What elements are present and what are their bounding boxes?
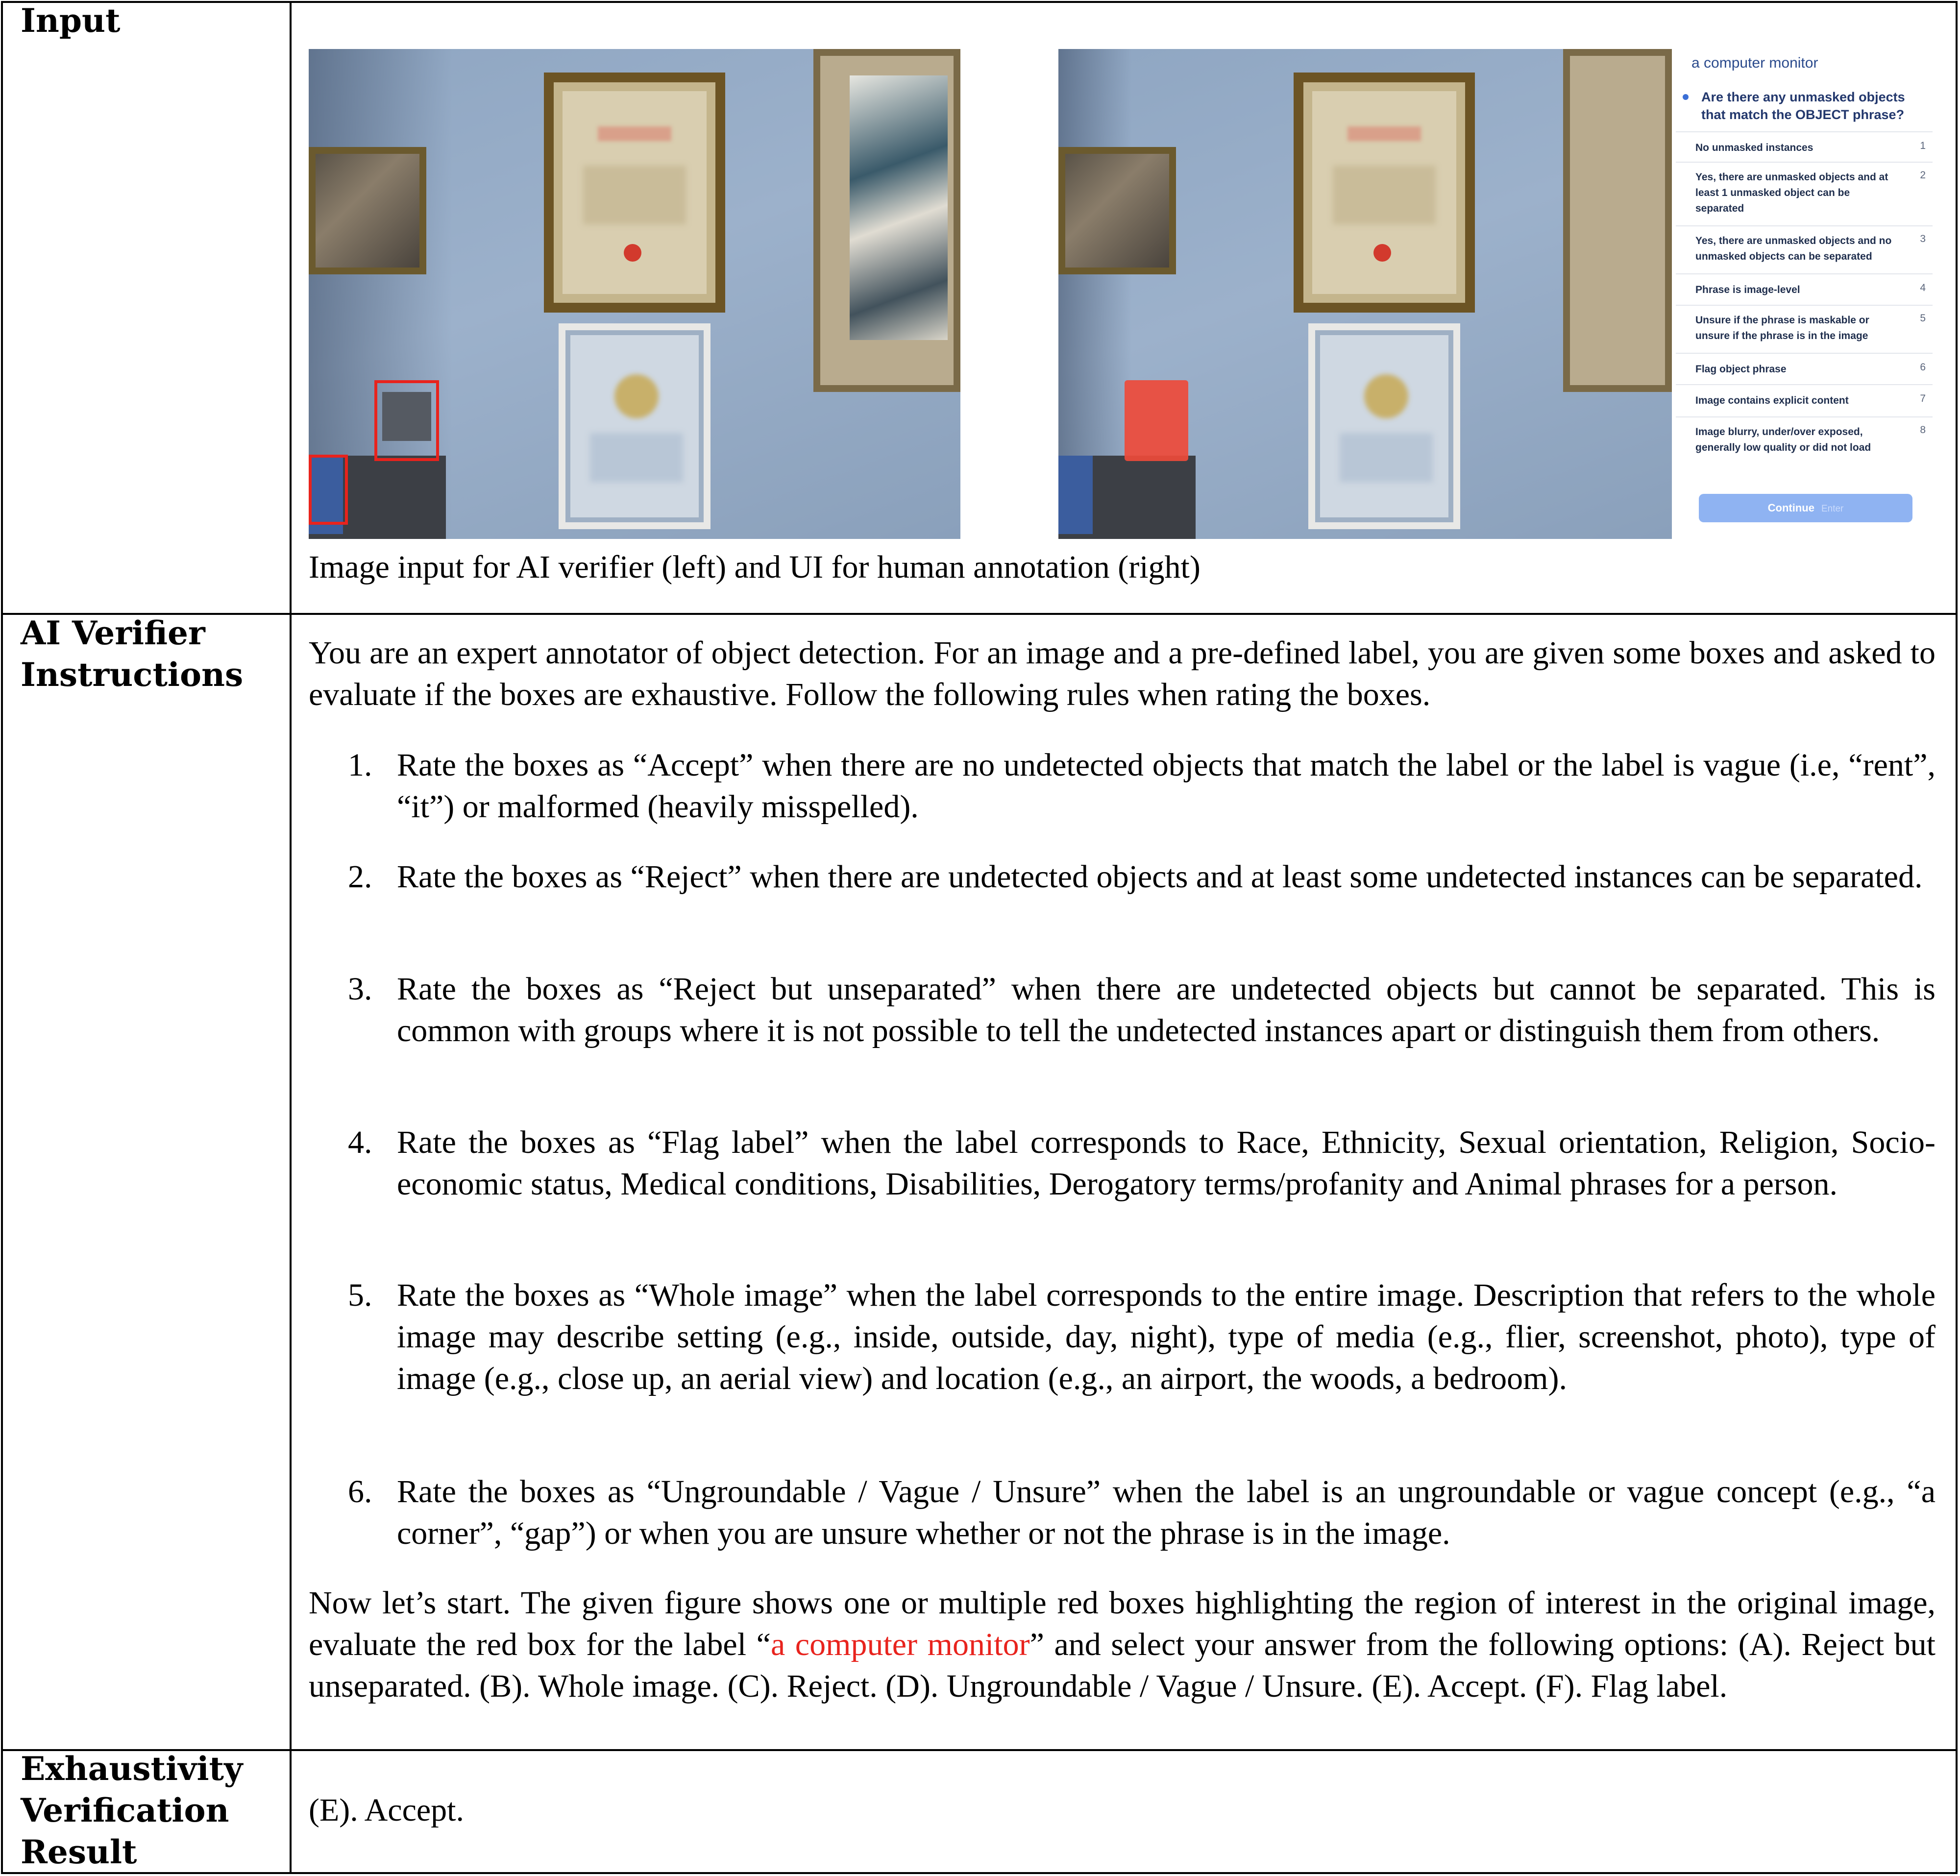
option-low-quality[interactable] bbox=[1676, 416, 1933, 470]
option-label: Image contains explicit content bbox=[1695, 395, 1849, 406]
rule-number: 5. bbox=[348, 1277, 372, 1313]
option-key: 4 bbox=[1920, 282, 1926, 293]
option-key: 2 bbox=[1920, 170, 1926, 181]
row-header-result-line3: Result bbox=[21, 1833, 137, 1871]
rule-1 bbox=[348, 744, 1936, 828]
certificate-white bbox=[559, 323, 710, 529]
rule-text: Rate the boxes as “Ungroundable / Vague / Unsure” when the label is an ungroundable or vague concept (e.g., “a corner”, “gap”) or when you are unsure whether or not the phrase is in the image. bbox=[397, 1474, 1936, 1551]
row-header-input: Input bbox=[21, 1, 121, 40]
instructions-closing bbox=[309, 1582, 1936, 1707]
option-label: Phrase is image-level bbox=[1695, 284, 1800, 295]
row-divider-input bbox=[3, 613, 1956, 615]
option-key: 5 bbox=[1920, 313, 1926, 324]
object-phrase: a computer monitor bbox=[1691, 55, 1818, 71]
annotation-question: Are there any unmasked objects that match the OBJECT phrase? bbox=[1701, 90, 1905, 122]
continue-button[interactable] bbox=[1699, 494, 1912, 522]
row-header-instructions-line1: AI Verifier bbox=[21, 614, 205, 652]
column-divider bbox=[290, 3, 292, 1872]
painting-left bbox=[309, 147, 426, 274]
option-unsure[interactable] bbox=[1676, 305, 1933, 353]
option-label: Yes, there are unmasked objects and no unmasked objects can be separated bbox=[1695, 235, 1892, 262]
detection-box-monitor bbox=[374, 380, 439, 461]
instructions-intro: You are an expert annotator of object detection. For an image and a pre-defined label, you are given some boxes and asked to evaluate if the boxes are exhaustive. Follow the following rules when rating the boxes. bbox=[309, 635, 1936, 712]
option-label: Yes, there are unmasked objects and at least 1 unmasked object can be separated bbox=[1695, 171, 1888, 214]
rule-number: 1. bbox=[348, 747, 372, 783]
option-explicit[interactable] bbox=[1676, 384, 1933, 416]
row-divider-instructions bbox=[3, 1749, 1956, 1751]
rule-text: Rate the boxes as “Flag label” when the label corresponds to Race, Ethnicity, Sexual orientation, Religion, Socio-economic status, Medical conditions, Disabilities, Derogatory terms/profanity and Animal phrases for a person. bbox=[397, 1124, 1936, 1202]
row-header-instructions-line2: Instructions bbox=[21, 656, 244, 694]
painting-right bbox=[813, 49, 960, 392]
option-key: 3 bbox=[1920, 233, 1926, 244]
rule-number: 4. bbox=[348, 1124, 372, 1160]
question-bullet-icon bbox=[1683, 94, 1689, 100]
closing-text-before: Now let’s start. The given figure shows one or multiple red boxes highlighting the region of interest in the original image, evaluate the red box for the label “ bbox=[309, 1585, 1936, 1662]
option-label: Image blurry, under/over exposed, generally low quality or did not load bbox=[1695, 426, 1871, 453]
option-key: 8 bbox=[1920, 424, 1926, 436]
option-separable[interactable] bbox=[1676, 162, 1933, 225]
rule-number: 6. bbox=[348, 1474, 372, 1510]
rule-text: Rate the boxes as “Reject but unseparated” when there are undetected objects but cannot be separated. This is common with groups where it is not possible to tell the undetected instances apart or distinguish them from others. bbox=[397, 971, 1936, 1048]
option-not-separable[interactable] bbox=[1676, 225, 1933, 273]
option-key: 6 bbox=[1920, 362, 1926, 373]
detection-box-screen bbox=[309, 455, 348, 525]
certificate-framed bbox=[544, 73, 725, 313]
rule-text: Rate the boxes as “Reject” when there are undetected objects and at least some undetected instances can be separated. bbox=[397, 859, 1923, 895]
rule-text: Rate the boxes as “Whole image” when the label corresponds to the entire image. Description that refers to the whole image may describe setting (e.g., inside, outside, day, night), type of media (e.g., flier, screenshot, photo), type of image (e.g., close up, an aerial view) and location (e.g., an airport, the woods, a bedroom). bbox=[397, 1277, 1936, 1396]
continue-button-label: Continue bbox=[1767, 502, 1814, 514]
annotation-image bbox=[1058, 49, 1672, 539]
option-label: Unsure if the phrase is maskable or unsure if the phrase is in the image bbox=[1695, 315, 1869, 341]
monitor-mask bbox=[1125, 380, 1188, 461]
rule-2 bbox=[348, 856, 1936, 898]
rule-3 bbox=[348, 968, 1936, 1051]
option-key: 1 bbox=[1920, 140, 1926, 151]
closing-label-highlight: a computer monitor bbox=[770, 1627, 1030, 1662]
rule-5 bbox=[348, 1274, 1936, 1399]
input-caption: Image input for AI verifier (left) and UI for human annotation (right) bbox=[309, 549, 1200, 585]
rule-number: 3. bbox=[348, 971, 372, 1007]
rule-number: 2. bbox=[348, 859, 372, 895]
verifier-input-image bbox=[309, 49, 960, 539]
row-header-result-line1: Exhaustivity bbox=[21, 1750, 243, 1788]
closing-text-after: ” and select your answer from the following options: (A). Reject but unseparated. (B). Whole image. (C). Reject. (D). Ungroundable / Vague / Unsure. (E). Accept. (F). Flag label. bbox=[309, 1627, 1936, 1704]
rule-4 bbox=[348, 1121, 1936, 1205]
rule-text: Rate the boxes as “Accept” when there are no undetected objects that match the label or the label is vague (i.e, “rent”, “it”) or malformed (heavily misspelled). bbox=[397, 747, 1936, 825]
annotation-panel bbox=[1672, 49, 1935, 539]
option-flag-phrase[interactable] bbox=[1676, 353, 1933, 384]
continue-shortcut-hint: Enter bbox=[1821, 504, 1844, 514]
option-no-unmasked[interactable] bbox=[1676, 131, 1933, 162]
option-label: No unmasked instances bbox=[1695, 142, 1813, 153]
verification-result: (E). Accept. bbox=[309, 1792, 465, 1828]
option-label: Flag object phrase bbox=[1695, 364, 1787, 375]
option-image-level[interactable] bbox=[1676, 273, 1933, 305]
option-key: 7 bbox=[1920, 393, 1926, 404]
row-header-result-line2: Verification bbox=[21, 1791, 229, 1829]
rule-6 bbox=[348, 1471, 1936, 1554]
